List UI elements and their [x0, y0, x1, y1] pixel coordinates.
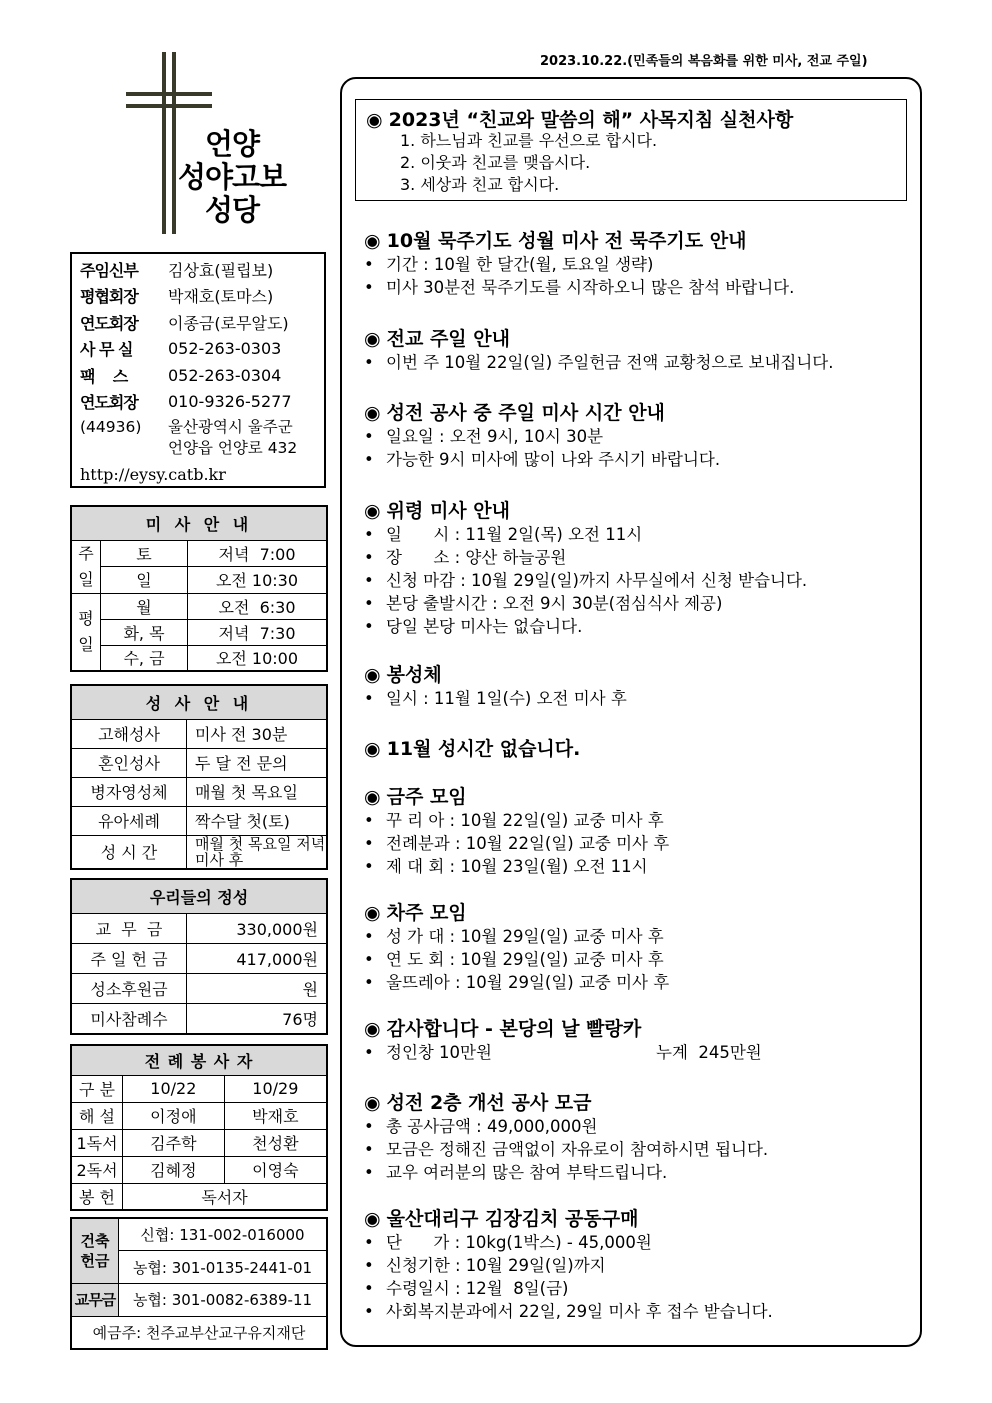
sacrament-value: 짝수달 첫(토): [187, 806, 328, 835]
offering-table: [70, 878, 328, 1035]
servers-head: 10/29: [224, 1075, 327, 1102]
notice-item: • 꾸 리 아 : 10월 22일(일) 교중 미사 후: [364, 811, 664, 830]
bullet-icon: •: [364, 857, 374, 876]
notice-item: • 모금은 정해진 금액없이 자유로이 참여하시면 됩니다.: [364, 1140, 769, 1159]
notice-title: ◉ 전교 주일 안내: [364, 328, 510, 350]
sacrament-name: 성 시 간: [71, 835, 187, 869]
contact-label: 팩 스: [80, 366, 128, 386]
pastoral-item: 2. 이웃과 친교를 맺읍시다.: [400, 153, 591, 172]
bullseye-icon: ◉: [364, 664, 381, 686]
sacrament-value: 두 달 전 문의: [187, 748, 328, 777]
contact-row: [80, 389, 316, 416]
notice-total: 누계 245만원: [656, 1043, 762, 1062]
servers-person: 박재호: [224, 1102, 327, 1129]
notice-item: • 성 가 대 : 10월 29일(일) 교중 미사 후: [364, 927, 664, 946]
bullet-icon: •: [364, 1256, 374, 1275]
offering-name: 성소후원금: [71, 974, 187, 1004]
bullet-icon: •: [364, 834, 374, 853]
contact-value: 052-263-0304: [168, 365, 282, 385]
bullseye-icon: ◉: [364, 500, 381, 522]
mass-time: 오전 6:30: [188, 593, 328, 619]
pastoral-item: 3. 세상과 친교 합시다.: [400, 175, 560, 194]
bullseye-icon: ◉: [364, 1092, 381, 1114]
bullet-icon: •: [364, 278, 374, 297]
notice-section: [364, 660, 904, 710]
pastoral-title: ◉ 2023년 “친교와 말씀의 해” 사목지침 실천사항: [366, 109, 794, 131]
notice-item: • 전례분과 : 10월 22일(일) 교중 미사 후: [364, 834, 670, 853]
sacrament-name: 병자영성체: [71, 777, 187, 806]
bullseye-icon: ◉: [364, 1208, 381, 1230]
contact-label: 평협회장: [80, 287, 138, 307]
notice-section: [364, 898, 904, 994]
notice-item: • 일요일 : 오전 9시, 10시 30분: [364, 427, 604, 446]
bank-account: 농협: 301-0082-6389-11: [119, 1284, 328, 1317]
offering-title: 우리들의 정성: [71, 879, 327, 913]
notice-item: • 일 시 : 11월 2일(목) 오전 11시: [364, 525, 643, 544]
notice-section: [364, 1014, 904, 1064]
notice-section: [364, 324, 904, 374]
contact-label: 연도회장: [80, 313, 138, 333]
sacrament-name: 혼인성사: [71, 748, 187, 777]
account-holder: 예금주: 천주교부산교구유지재단: [71, 1316, 327, 1349]
liturgical-servers-table: [70, 1044, 328, 1211]
offering-value: 417,000원: [187, 943, 328, 973]
mass-day: 토: [101, 540, 188, 567]
notice-section: [364, 398, 904, 471]
contact-value: 010-9326-5277: [168, 392, 292, 412]
contact-row: [80, 283, 316, 310]
servers-title: 전 례 봉 사 자: [71, 1045, 327, 1075]
bullet-icon: •: [364, 1163, 374, 1182]
notice-item: • 본당 출발시간 : 오전 9시 30분(점심식사 제공): [364, 594, 723, 613]
offering-value: 330,000원: [187, 913, 328, 943]
bullseye-icon: ◉: [364, 402, 381, 424]
notice-item: • 제 대 회 : 10월 23일(월) 오전 11시: [364, 857, 648, 876]
sacraments-title: 성 사 안 내: [71, 685, 327, 719]
bullet-icon: •: [364, 450, 374, 469]
bullseye-icon: ◉: [364, 786, 381, 808]
notice-item: • 기간 : 10월 한 달간(월, 토요일 생략): [364, 255, 654, 274]
sacraments-table: [70, 684, 328, 870]
mass-day: 일: [101, 567, 188, 594]
servers-person: 김주학: [123, 1129, 225, 1156]
postal-code: (44936): [80, 418, 142, 436]
servers-person: 이영숙: [224, 1156, 327, 1183]
contact-label: 연도회장: [80, 393, 138, 413]
sacrament-name: 유아세례: [71, 806, 187, 835]
notice-section: [364, 226, 904, 299]
notice-item: • 사회복지분과에서 22일, 29일 미사 후 접수 받습니다.: [364, 1302, 773, 1321]
notice-section: [364, 1204, 904, 1323]
servers-person: 이정애: [123, 1102, 225, 1129]
offering-value: 76명: [187, 1004, 328, 1034]
offering-name: 교 무 금: [71, 913, 187, 943]
bullet-icon: •: [364, 525, 374, 544]
notice-title: ◉ 차주 모임: [364, 902, 467, 924]
contact-value: 052-263-0303: [168, 339, 282, 359]
sacrament-value: 매월 첫 목요일 저녁미사 후: [187, 835, 328, 869]
mass-time: 저녁 7:30: [188, 619, 328, 645]
mass-schedule-table: [70, 505, 328, 672]
mass-time: 오전 10:00: [188, 645, 328, 671]
notice-item: • 이번 주 10월 22일(일) 주일헌금 전액 교황청으로 보내집니다.: [364, 353, 834, 372]
contact-label: 주임신부: [80, 260, 138, 280]
contact-row: [80, 256, 316, 283]
notice-title: ◉ 위령 미사 안내: [364, 500, 510, 522]
contact-info-box: [70, 252, 326, 488]
notice-section: [364, 1088, 904, 1184]
bullet-icon: •: [364, 1279, 374, 1298]
bullet-icon: •: [364, 811, 374, 830]
notice-item: • 신청기한 : 10월 29일(일)까지: [364, 1256, 606, 1275]
servers-role: 2독서: [71, 1156, 123, 1183]
bullet-icon: •: [364, 1043, 374, 1062]
notice-title: ◉ 성전 2층 개선 공사 모금: [364, 1092, 592, 1114]
address-line: 언양읍 언양로 432: [168, 439, 298, 457]
bullet-icon: •: [364, 950, 374, 969]
mass-day: 화, 목: [101, 619, 188, 645]
offering-value: 원: [187, 974, 328, 1004]
address-line: 울산광역시 울주군: [168, 418, 293, 436]
notice-section: [364, 782, 904, 878]
bullseye-icon: ◉: [364, 230, 381, 252]
notice-item: • 단 가 : 10kg(1박스) - 45,000원: [364, 1233, 652, 1252]
sacrament-name: 고해성사: [71, 719, 187, 748]
bullet-icon: •: [364, 1140, 374, 1159]
bullet-icon: •: [364, 1233, 374, 1252]
servers-person: 독서자: [123, 1183, 328, 1210]
bullet-icon: •: [364, 571, 374, 590]
servers-person: 천성환: [224, 1129, 327, 1156]
bullet-icon: •: [364, 1302, 374, 1321]
notice-item: • 정인창 10만원 누계 245만원: [364, 1043, 762, 1062]
bullseye-icon: ◉: [364, 902, 381, 924]
logo-line: 성야고보: [178, 160, 287, 194]
notice-title: ◉ 금주 모임: [364, 786, 467, 808]
bullet-icon: •: [364, 689, 374, 708]
servers-person: 김혜정: [123, 1156, 225, 1183]
notice-title: ◉ 성전 공사 중 주일 미사 시간 안내: [364, 402, 665, 424]
sunday-label: 주일: [71, 540, 101, 593]
building-fund-label: 건축헌금: [71, 1218, 119, 1284]
contact-label: 사 무 실: [80, 340, 133, 360]
notice-title: ◉ 봉성체: [364, 664, 442, 686]
bullseye-icon: ◉: [366, 109, 383, 131]
servers-role: 봉 헌: [71, 1183, 123, 1210]
bullet-icon: •: [364, 353, 374, 372]
sacrament-value: 매월 첫 목요일: [187, 777, 328, 806]
bullet-icon: •: [364, 255, 374, 274]
mass-time: 오전 10:30: [188, 567, 328, 594]
contact-row: [80, 336, 316, 363]
parish-logo-text: [178, 128, 286, 227]
logo-line: 언양: [205, 127, 260, 161]
bank-accounts-table: [70, 1217, 328, 1350]
notice-title: ◉ 울산대리구 김장김치 공동구매: [364, 1208, 639, 1230]
pastoral-guidelines-box: [355, 99, 907, 201]
bank-account: 신협: 131-002-016000: [119, 1218, 328, 1251]
notice-title: ◉ 10월 묵주기도 성월 미사 전 묵주기도 안내: [364, 230, 747, 252]
contact-value: 김상효(필립보): [168, 260, 274, 280]
servers-role: 1독서: [71, 1129, 123, 1156]
bullseye-icon: ◉: [364, 328, 381, 350]
offering-name: 미사참례수: [71, 1004, 187, 1034]
weekday-label: 평일: [71, 593, 101, 671]
notice-title: ◉ 11월 성시간 없습니다.: [364, 738, 581, 760]
notice-item: • 가능한 9시 미사에 많이 나와 주시기 바랍니다.: [364, 450, 721, 469]
address: [80, 417, 316, 459]
notice-section: [364, 496, 904, 638]
contact-value: 이종금(로무알도): [168, 313, 289, 333]
bullseye-icon: ◉: [364, 1018, 381, 1040]
bullet-icon: •: [364, 1117, 374, 1136]
bullet-icon: •: [364, 927, 374, 946]
notice-item: • 신청 마감 : 10월 29일(일)까지 사무실에서 신청 받습니다.: [364, 571, 808, 590]
bank-account: 농협: 301-0135-2441-01: [119, 1251, 328, 1284]
notice-item: • 총 공사금액 : 49,000,000원: [364, 1117, 598, 1136]
bullet-icon: •: [364, 594, 374, 613]
notice-title: ◉ 감사합니다 - 본당의 날 빨랑카: [364, 1018, 642, 1040]
servers-head: 구 분: [71, 1075, 123, 1102]
contact-row: [80, 309, 316, 336]
sacrament-value: 미사 전 30분: [187, 719, 328, 748]
contact-value: 박재호(토마스): [168, 287, 274, 307]
notice-item: • 미사 30분전 묵주기도를 시작하오니 많은 참석 바랍니다.: [364, 278, 795, 297]
bullet-icon: •: [364, 427, 374, 446]
notice-item: • 당일 본당 미사는 없습니다.: [364, 617, 583, 636]
logo-line: 성당: [205, 193, 260, 227]
offering-name: 주 일 헌 금: [71, 943, 187, 973]
mass-day: 월: [101, 593, 188, 619]
bulletin-date: 2023.10.22.(민족들의 복음화를 위한 미사, 전교 주일): [540, 54, 868, 69]
notice-item: • 교우 여러분의 많은 참여 부탁드립니다.: [364, 1163, 668, 1182]
bullseye-icon: ◉: [364, 738, 381, 760]
pastoral-item: 1. 하느님과 친교를 우선으로 합시다.: [400, 131, 658, 150]
notice-item: • 수령일시 : 12월 8일(금): [364, 1279, 569, 1298]
bullet-icon: •: [364, 973, 374, 992]
notice-item: • 울뜨레아 : 10월 29일(일) 교중 미사 후: [364, 973, 670, 992]
bullet-icon: •: [364, 617, 374, 636]
contact-row: [80, 362, 316, 389]
servers-head: 10/22: [123, 1075, 225, 1102]
mass-schedule-title: 미 사 안 내: [71, 506, 327, 540]
notice-item: • 장 소 : 양산 하늘공원: [364, 548, 567, 567]
bullet-icon: •: [364, 548, 374, 567]
pastoral-items: [400, 130, 657, 196]
notice-item: • 일시 : 11월 1일(수) 오전 미사 후: [364, 689, 627, 708]
tithe-label: 교무금: [71, 1284, 119, 1317]
mass-time: 저녁 7:00: [188, 540, 328, 567]
notice-section: [364, 734, 904, 761]
notice-item: • 연 도 회 : 10월 29일(일) 교중 미사 후: [364, 950, 664, 969]
mass-day: 수, 금: [101, 645, 188, 671]
servers-role: 해 설: [71, 1102, 123, 1129]
website-link[interactable]: http://eysy.catb.kr: [80, 465, 226, 484]
